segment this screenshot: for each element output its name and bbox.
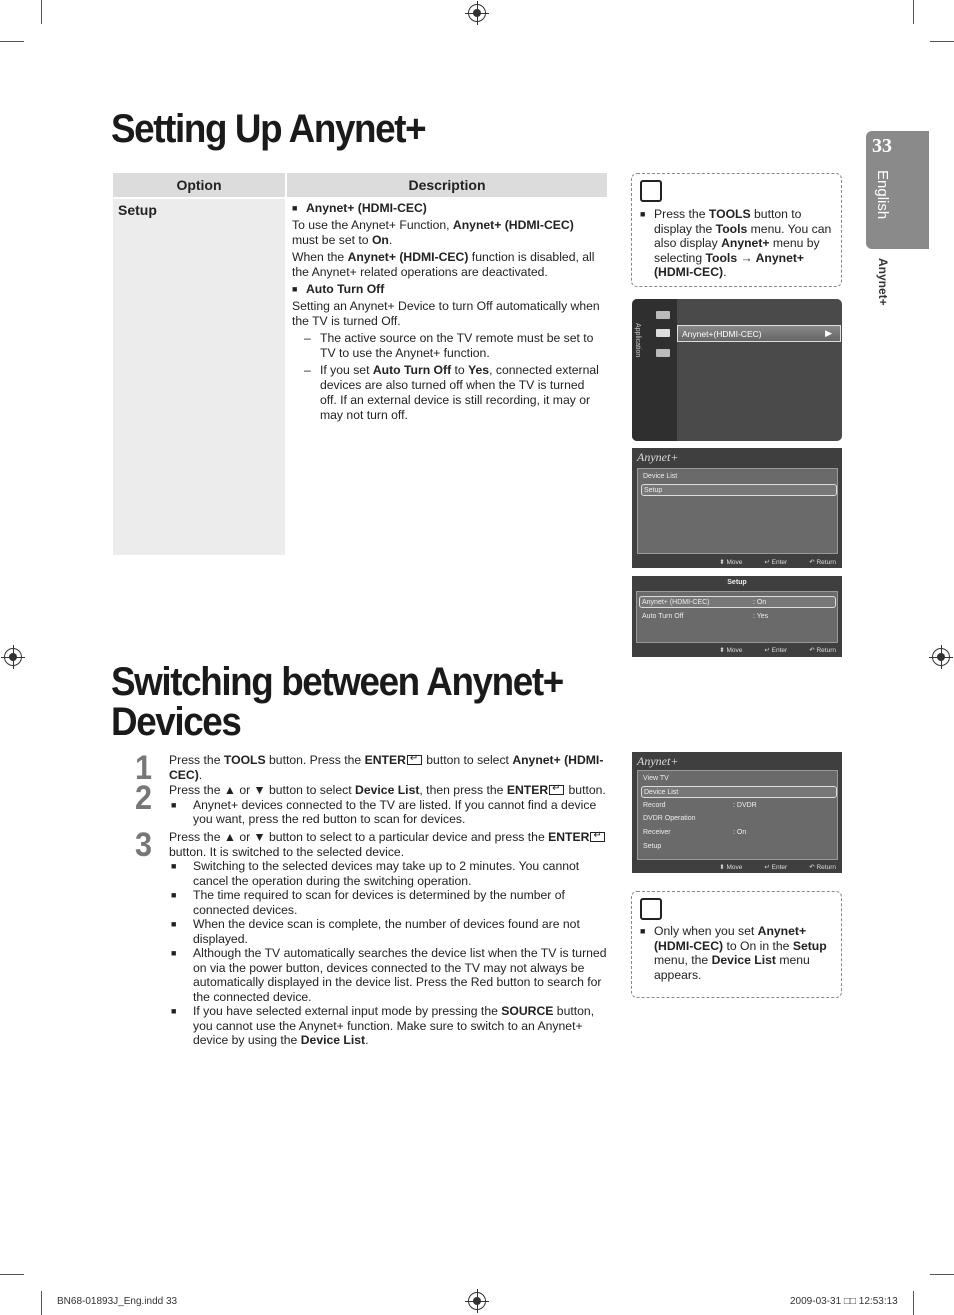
footer-move: ⬍ Move [719,647,743,654]
footer-move: ⬍ Move [719,559,743,566]
paragraph: To use the Anynet+ Function, Anynet+ (HDMI-CEC) must be set to On. [292,218,574,247]
registration-mark-icon [468,4,486,22]
footer-enter: ↵ Enter [764,559,788,566]
return-icon: ↶ [809,559,815,566]
bullet-item: ■ The time required to scan for devices is determined by the number of connected devices. [171,888,565,917]
crop-mark [0,1274,24,1275]
bullet-square-icon: ■ [171,799,177,810]
footer-return: ↶ Return [809,864,836,871]
bullet-square-icon: ■ [171,890,177,900]
section-title-switching: Switching between Anynet+ [111,660,563,704]
anynet-logo: Anynet+ [637,754,679,768]
step-1: Press the TOOLS button. Press the ENTER↵ button to select Anynet+ (HDMI-CEC). [169,753,611,782]
bullet-item: ■ Although the TV automatically searches the device list when the TV is turned on via the power button, devices connected to the TV may not always be automatically displayed in the device list. Press the Red button to search for the connected device. [171,946,607,1004]
enter-icon [549,785,564,795]
page-number: 33 [872,135,892,157]
screen-footer [719,646,836,654]
bullet-square-icon: ■ [640,209,646,219]
menu-item[interactable]: View TV [643,775,669,782]
note-text: Only when you set Anynet+ (HDMI-CEC) to On in the Setup menu, the Device List menu appears. [654,924,827,982]
crop-mark [930,41,954,42]
note-text: Press the TOOLS button to display the Tools menu. You can also display Anynet+ menu by selecting Tools → Anynet+ (HDMI-CEC). [654,207,832,279]
screen-anynet-menu [632,448,842,568]
bullet-square-icon: ■ [292,284,298,294]
bullet-item: ■ When the device scan is complete, the number of devices found are not displayed. [171,917,580,946]
side-section-label: Anynet+ [876,258,890,306]
step-number: 3 [134,826,152,864]
side-language: English [874,170,891,220]
note-box-tools [631,173,842,287]
return-icon: ↶ [809,864,815,871]
screen-title: Setup [727,579,747,586]
footer-file-info: BN68-01893J_Eng.indd 33 [57,1296,178,1307]
column-header-option: Option [113,173,285,197]
bullet-square-icon: ■ [292,203,298,213]
move-icon: ⬍ [719,647,725,654]
option-table [113,173,607,555]
menu-category-label: Application [634,323,641,358]
registration-mark-icon [932,648,950,666]
enter-icon: ↵ [764,647,770,654]
crop-mark [41,0,42,24]
crop-mark [913,0,914,24]
note-pencil-icon [640,898,662,920]
screen-footer [719,558,836,566]
menu-item[interactable]: Device List [643,473,678,480]
dash-item: – If you set Auto Turn Off to Yes, connected external devices are also turned off when the TV is turned off. If an external device is still recording, it may or may not turn off. [304,363,599,422]
menu-item-selected[interactable]: Device List [641,786,837,798]
step-number: 2 [134,779,152,817]
option-cell: Setup [113,199,285,555]
enter-icon: ↵ [764,864,770,871]
note-box-device-list [631,891,842,998]
move-icon: ⬍ [719,864,725,871]
setting-value: : Yes [753,613,769,620]
step-3: Press the ▲ or ▼ button to select to a particular device and press the ENTER↵ button. It is switched to the selected device. ■ Switching to the selected devices may take up to 2 minutes. You cannot cancel the operation during the switching operation. ■ The time required to scan for devices is determined by the number of connected devices. ■ When the device scan is complete, the number of devices found are not displayed. ■ Although the TV automatically searches the device list when the TV is turned on via the power button, devices connected to the TV may not always be automatically displayed in the device list. Press the Red button to search for the connected device. ■ If you have selected external input mode by pressing the SOURCE button, you cannot use the Anynet+ function. Make sure to switch to an Anynet+ device by using the Device List. [169,830,611,1048]
dash-item: – The active source on the TV remote must be set to TV to use the Anynet+ function. [304,331,594,360]
screen-footer [719,863,836,871]
footer-return: ↶ Return [809,559,836,566]
menu-item-value: : DVDR [733,802,757,809]
setting-value: : On [753,599,767,606]
crop-mark [41,1291,42,1315]
registration-mark-icon [468,1292,486,1310]
paragraph: When the Anynet+ (HDMI-CEC) function is disabled, all the Anynet+ related operations are deactivated. [292,250,595,279]
bullet-item: ■ Switching to the selected devices may take up to 2 minutes. You cannot cancel the operation during the switching operation. [171,859,580,888]
bullet-square-icon: ■ [171,861,177,871]
screen-application-menu [632,299,842,441]
menu-item[interactable]: Receiver [643,829,671,836]
description-cell [287,199,607,555]
section-title-setup: Setting Up Anynet+ [111,107,426,151]
menu-icon [656,349,670,357]
bullet-square-icon: ■ [171,948,177,958]
footer-return: ↶ Return [809,647,836,654]
menu-item[interactable]: DVDR Operation [643,815,696,822]
step-number: 1 [134,749,152,787]
screen-setup-menu [632,576,842,657]
menu-item-selected[interactable]: Anynet+(HDMI-CEC) ▶ [677,325,841,342]
setting-row-selected[interactable]: Anynet+ (HDMI-CEC) [639,596,836,608]
menu-item[interactable]: Setup [643,843,662,850]
item-heading: Auto Turn Off [306,282,385,296]
enter-icon [407,755,422,765]
footer-move: ⬍ Move [719,864,743,871]
menu-item-value: : On [733,829,747,836]
step-2: Press the ▲ or ▼ button to select Device List, then press the ENTER↵ button. ■ Anynet+ devices connected to the TV are listed. If you cannot find a device you want, press the red button to scan for devices. [169,783,611,827]
arrow-right-icon: ▶ [825,328,832,338]
bullet-square-icon: ■ [171,919,177,929]
bullet-item: ■ Anynet+ devices connected to the TV are listed. If you cannot find a device you want, press the red button to scan for devices. [171,797,597,826]
anynet-logo: Anynet+ [637,450,679,464]
column-header-description: Description [287,173,607,197]
registration-mark-icon [4,648,22,666]
menu-item[interactable]: Record [643,802,666,809]
return-icon: ↶ [809,647,815,654]
crop-mark [913,1291,914,1315]
bullet-square-icon: ■ [640,926,646,936]
menu-item-selected[interactable]: Setup [641,484,837,496]
footer-enter: ↵ Enter [764,647,788,654]
enter-icon: ↵ [764,559,770,566]
footer-datetime: 2009-03-31 □□ 12:53:13 [790,1296,898,1307]
item-heading: Anynet+ (HDMI-CEC) [306,201,427,215]
crop-mark [0,41,24,42]
note-pointer-icon [640,180,662,202]
setting-row[interactable]: Auto Turn Off [642,613,684,620]
enter-icon [590,832,605,842]
bullet-square-icon: ■ [171,1006,177,1016]
move-icon: ⬍ [719,559,725,566]
screen-anynet-device-menu [632,752,842,873]
menu-icon [656,311,670,319]
bullet-item: ■ If you have selected external input mode by pressing the SOURCE button, you cannot use the Anynet+ function. Make sure to switch to an Anynet+ device by using the Device List. [171,1004,595,1047]
paragraph: Setting an Anynet+ Device to turn Off automatically when the TV is turned Off. [292,299,600,328]
menu-icon [656,329,670,337]
section-title-switching-line2: Devices [111,700,241,744]
crop-mark [930,1274,954,1275]
footer-enter: ↵ Enter [764,864,788,871]
